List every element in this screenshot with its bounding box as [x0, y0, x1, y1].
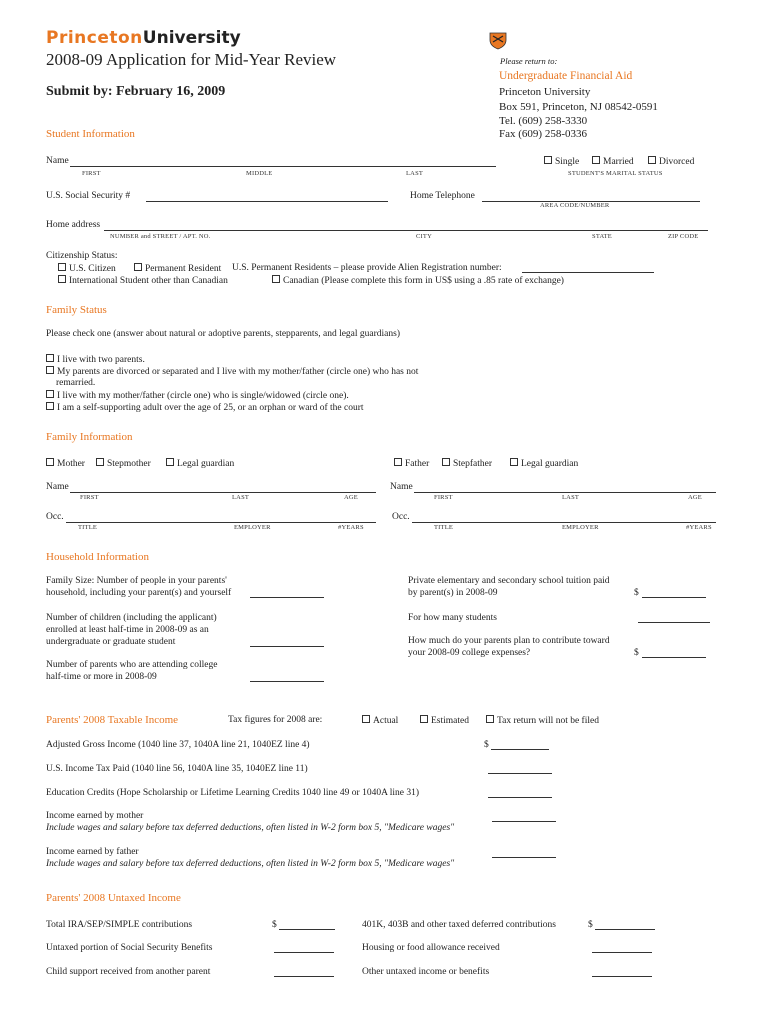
first-caption: FIRST	[434, 494, 453, 501]
student-info-heading: Student Information	[46, 128, 135, 140]
us-citizen-checkbox[interactable]	[58, 263, 116, 274]
estimated-checkbox[interactable]	[420, 715, 469, 726]
single-label: Single	[555, 157, 580, 167]
agi-field[interactable]	[491, 749, 549, 750]
canadian-checkbox[interactable]	[272, 275, 564, 286]
option-label: I am a self-supporting adult over the age of 25, or an orphan or ward of the court	[57, 403, 364, 413]
housing-label: Housing or food allowance received	[362, 943, 500, 953]
legal-guardian-left-checkbox[interactable]	[166, 458, 234, 469]
checkbox-icon	[46, 458, 54, 466]
father-name-field[interactable]	[414, 492, 716, 493]
fax: Fax (609) 258-0336	[499, 128, 587, 140]
mother-name-label: Name	[46, 482, 69, 492]
checkbox-icon	[420, 715, 428, 723]
family-status-instructions: Please check one (answer about natural or adoptive parents, stepparents, and legal guardians)	[46, 329, 401, 339]
student-name-label: Name	[46, 156, 69, 166]
married-label: Married	[603, 157, 634, 167]
social-security-label: Untaxed portion of Social Security Benefits	[46, 943, 213, 953]
home-address-label: Home address	[46, 220, 101, 230]
stepmother-label: Stepmother	[107, 459, 151, 469]
logo-text-princeton: Princeton	[46, 28, 143, 48]
tax-figures-label: Tax figures for 2008 are:	[228, 715, 323, 725]
checkbox-icon	[544, 156, 552, 164]
mother-occupation-field[interactable]	[66, 522, 376, 523]
state-caption: STATE	[592, 233, 612, 240]
last-caption: LAST	[562, 494, 580, 501]
checkbox-icon	[46, 354, 54, 362]
alien-registration-field[interactable]	[522, 272, 654, 273]
first-caption: FIRST	[82, 170, 101, 177]
contribution-line-2: your 2008-09 college expenses?	[408, 648, 531, 658]
father-occupation-label: Occ.	[392, 512, 410, 522]
ira-dollar: $	[272, 920, 277, 930]
family-size-line-1: Family Size: Number of people in your parents'	[46, 576, 227, 586]
contribution-line-1: How much do your parents plan to contribute toward	[408, 636, 610, 646]
citizenship-label: Citizenship Status:	[46, 251, 118, 261]
page-title: 2008-09 Application for Mid-Year Review	[46, 50, 337, 69]
address-line-1: Princeton University	[499, 86, 591, 98]
contribution-field[interactable]	[642, 657, 706, 658]
checkbox-icon	[46, 390, 54, 398]
marital-status-caption: STUDENT'S MARITAL STATUS	[568, 170, 663, 177]
option-label: My parents are divorced or separated and I live with my mother/father (circle one) who has not	[57, 367, 419, 377]
permanent-resident-checkbox[interactable]	[134, 263, 221, 274]
father-income-label: Income earned by father	[46, 847, 139, 857]
contribution-dollar: $	[634, 648, 639, 658]
tuition-field[interactable]	[642, 597, 706, 598]
alien-registration-note: U.S. Permanent Residents – please provide Alien Registration number:	[232, 263, 502, 273]
middle-caption: MIDDLE	[246, 170, 273, 177]
family-info-heading: Family Information	[46, 431, 133, 443]
stepmother-checkbox[interactable]	[96, 458, 151, 469]
submit-deadline: Submit by: February 16, 2009	[46, 84, 226, 99]
checkbox-icon	[486, 715, 494, 723]
stepfather-checkbox[interactable]	[442, 458, 492, 469]
divorced-checkbox[interactable]	[648, 156, 694, 167]
mother-income-note: Include wages and salary before tax deferred deductions, often listed in W-2 form box 5, "Medicare wages"	[46, 823, 455, 833]
ira-field[interactable]	[279, 929, 335, 930]
tuition-line-1: Private elementary and secondary school tuition paid	[408, 576, 610, 586]
not-filed-label: Tax return will not be filed	[497, 716, 599, 726]
401k-label: 401K, 403B and other taxed deferred contributions	[362, 920, 556, 930]
office-name: Undergraduate Financial Aid	[499, 70, 633, 82]
checkbox-icon	[46, 402, 54, 410]
logo-text-university: University	[142, 28, 241, 48]
last-caption: LAST	[406, 170, 424, 177]
father-checkbox[interactable]	[394, 458, 429, 469]
checkbox-icon	[58, 275, 66, 283]
father-label: Father	[405, 459, 430, 469]
age-caption: AGE	[688, 494, 702, 501]
university-logo	[46, 28, 241, 48]
child-support-field[interactable]	[274, 976, 334, 977]
option-label: I live with my mother/father (circle one) who is single/widowed (circle one).	[57, 391, 349, 401]
ssn-label: U.S. Social Security #	[46, 191, 131, 201]
zip-caption: ZIP CODE	[668, 233, 699, 240]
actual-checkbox[interactable]	[362, 715, 398, 726]
employer-caption: EMPLOYER	[562, 524, 599, 531]
agi-dollar: $	[484, 740, 489, 750]
401k-field[interactable]	[595, 929, 655, 930]
return-label: Please return to:	[500, 56, 558, 66]
child-support-label: Child support received from another parent	[46, 967, 211, 977]
tuition-line-2: by parent(s) in 2008-09	[408, 588, 498, 598]
students-field[interactable]	[638, 622, 710, 623]
stepfather-label: Stepfather	[453, 459, 493, 469]
taxable-income-heading: Parents' 2008 Taxable Income	[46, 714, 179, 726]
address-line-2: Box 591, Princeton, NJ 08542-0591	[499, 101, 658, 113]
family-status-heading: Family Status	[46, 304, 107, 316]
students-label: For how many students	[408, 613, 497, 623]
household-heading: Household Information	[46, 551, 149, 563]
mother-name-field[interactable]	[70, 492, 376, 493]
family-size-field[interactable]	[250, 597, 324, 598]
untaxed-income-heading: Parents' 2008 Untaxed Income	[46, 892, 181, 904]
mother-income-field[interactable]	[492, 821, 556, 822]
years-caption: #YEARS	[686, 524, 712, 531]
city-caption: CITY	[416, 233, 432, 240]
ssn-field[interactable]	[146, 201, 388, 202]
canadian-label: Canadian (Please complete this form in US$ using a .85 rate of exchange)	[283, 276, 564, 286]
status-option-two-parents[interactable]	[46, 354, 145, 365]
tax-paid-label: U.S. Income Tax Paid (1040 line 56, 1040A line 35, 1040EZ line 11)	[46, 764, 308, 774]
tuition-dollar: $	[634, 588, 639, 598]
home-address-field[interactable]	[104, 230, 708, 231]
checkbox-icon	[134, 263, 142, 271]
agi-label: Adjusted Gross Income (1040 line 37, 1040A line 21, 1040EZ line 4)	[46, 740, 310, 750]
checkbox-icon	[58, 263, 66, 271]
first-caption: FIRST	[80, 494, 99, 501]
children-field[interactable]	[250, 646, 324, 647]
checkbox-icon	[46, 366, 54, 374]
checkbox-icon	[362, 715, 370, 723]
father-income-note: Include wages and salary before tax deferred deductions, often listed in W-2 form box 5, "Medicare wages"	[46, 859, 455, 869]
checkbox-icon	[592, 156, 600, 164]
family-size-line-2: household, including your parent(s) and yourself	[46, 588, 232, 598]
title-caption: TITLE	[78, 524, 98, 531]
divorced-label: Divorced	[659, 157, 695, 167]
checkbox-icon	[510, 458, 518, 466]
home-phone-label: Home Telephone	[410, 191, 475, 201]
children-line-2: enrolled at least half-time in 2008-09 as an	[46, 625, 209, 635]
status-option-independent[interactable]	[46, 402, 364, 413]
legal-guardian-label: Legal guardian	[521, 459, 579, 469]
education-credits-label: Education Credits (Hope Scholarship or Lifetime Learning Credits 1040 line 49 or 1040A line 31)	[46, 788, 420, 798]
status-option-single-parent[interactable]	[46, 390, 349, 401]
ira-label: Total IRA/SEP/SIMPLE contributions	[46, 920, 193, 930]
housing-field[interactable]	[592, 952, 652, 953]
us-citizen-label: U.S. Citizen	[69, 264, 116, 274]
last-caption: LAST	[232, 494, 250, 501]
tax-paid-field[interactable]	[488, 773, 552, 774]
mother-occupation-label: Occ.	[46, 512, 64, 522]
checkbox-icon	[648, 156, 656, 164]
mother-checkbox[interactable]	[46, 458, 85, 469]
single-checkbox[interactable]	[544, 156, 579, 167]
parents-college-field[interactable]	[250, 681, 324, 682]
student-name-field[interactable]	[70, 166, 496, 167]
401k-dollar: $	[588, 920, 593, 930]
title-caption: TITLE	[434, 524, 454, 531]
telephone: Tel. (609) 258-3330	[499, 115, 588, 127]
mother-label: Mother	[57, 459, 85, 469]
children-line-3: undergraduate or graduate student	[46, 637, 176, 647]
married-checkbox[interactable]	[592, 156, 634, 167]
social-security-field[interactable]	[274, 952, 334, 953]
other-untaxed-field[interactable]	[592, 976, 652, 977]
years-caption: #YEARS	[338, 524, 364, 531]
area-code-caption: AREA CODE/NUMBER	[540, 202, 610, 209]
father-occupation-field[interactable]	[412, 522, 716, 523]
actual-label: Actual	[373, 716, 399, 726]
parents-college-line-2: half-time or more in 2008-09	[46, 672, 157, 682]
shield-icon	[488, 30, 508, 55]
mother-income-label: Income earned by mother	[46, 811, 144, 821]
international-checkbox[interactable]	[58, 275, 228, 286]
father-name-label: Name	[390, 482, 413, 492]
street-caption: NUMBER and STREET / APT. NO.	[110, 233, 211, 240]
permanent-resident-label: Permanent Resident	[145, 264, 222, 274]
legal-guardian-right-checkbox[interactable]	[510, 458, 578, 469]
employer-caption: EMPLOYER	[234, 524, 271, 531]
checkbox-icon	[394, 458, 402, 466]
checkbox-icon	[442, 458, 450, 466]
parents-college-line-1: Number of parents who are attending college	[46, 660, 218, 670]
not-filed-checkbox[interactable]	[486, 715, 599, 726]
legal-guardian-label: Legal guardian	[177, 459, 235, 469]
children-line-1: Number of children (including the applicant)	[46, 613, 217, 623]
age-caption: AGE	[344, 494, 358, 501]
status-option-divorced-cont: remarried.	[56, 378, 96, 388]
father-income-field[interactable]	[492, 857, 556, 858]
estimated-label: Estimated	[431, 716, 469, 726]
checkbox-icon	[272, 275, 280, 283]
education-credits-field[interactable]	[488, 797, 552, 798]
option-label: I live with two parents.	[57, 355, 145, 365]
checkbox-icon	[96, 458, 104, 466]
status-option-divorced[interactable]	[46, 366, 418, 377]
other-untaxed-label: Other untaxed income or benefits	[362, 967, 490, 977]
international-label: International Student other than Canadian	[69, 276, 228, 286]
checkbox-icon	[166, 458, 174, 466]
